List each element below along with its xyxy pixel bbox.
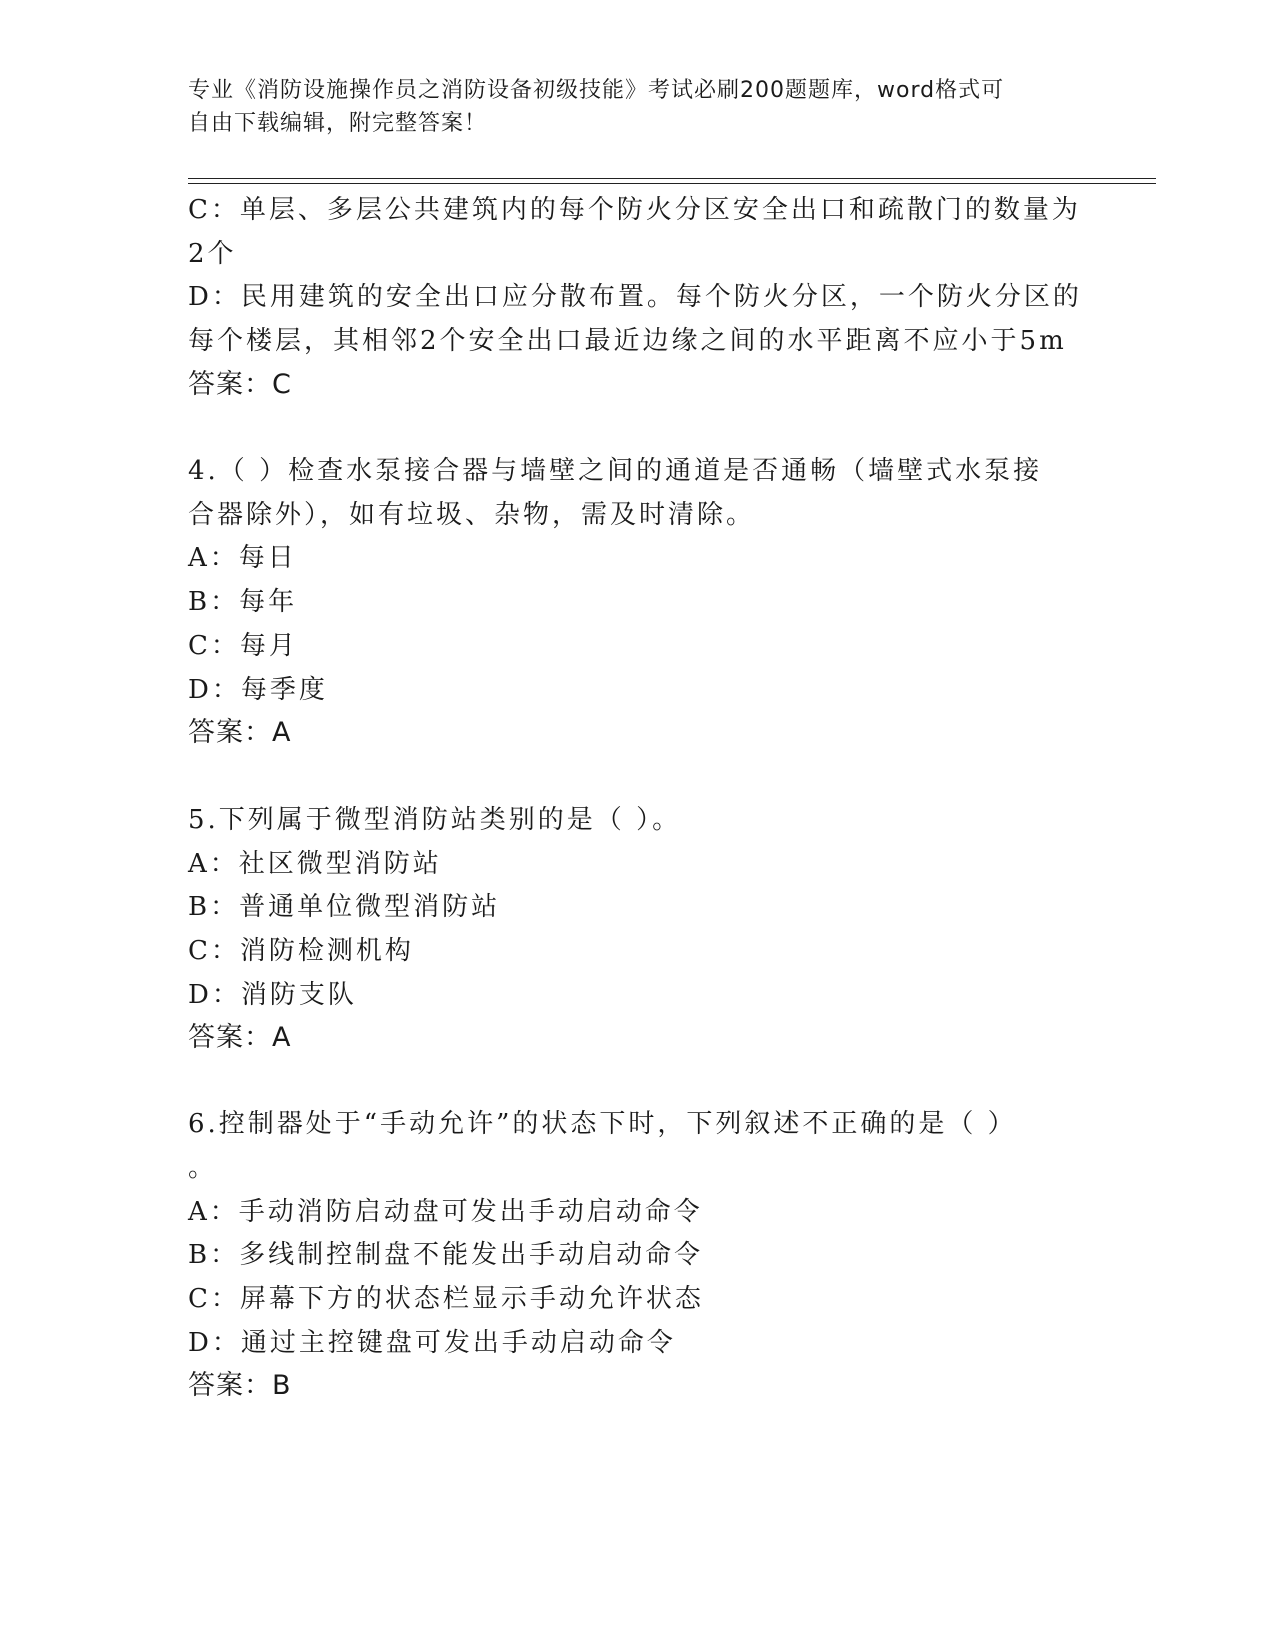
header-divider-bottom (188, 183, 1156, 184)
header-line-2: 自由下载编辑，附完整答案！ (188, 111, 488, 136)
q5-option-c: C：消防检测机构 (188, 936, 414, 966)
q4-option-c: C：每月 (188, 631, 298, 661)
q4-stem-line-2: 合器除外），如有垃圾、杂物，需及时清除。 (188, 500, 756, 530)
header-divider-top (188, 178, 1156, 179)
q4-option-b: B：每年 (188, 587, 298, 617)
q6-stem-line-1: 6.控制器处于“手动允许”的状态下时，下列叙述不正确的是（ ） (188, 1109, 1017, 1139)
q3-option-c-line-2: 2个 (188, 239, 237, 269)
q6-answer: 答案：B (188, 1370, 292, 1401)
q3-answer: 答案：C (188, 369, 292, 400)
header-line-1: 专业《消防设施操作员之消防设备初级技能》考试必刷200题题库，word格式可 (188, 78, 1005, 103)
q4-answer: 答案：A (188, 717, 292, 748)
q4-option-a: A：每日 (188, 543, 297, 573)
q5-option-d: D：消防支队 (188, 980, 357, 1010)
q6-option-a: A：手动消防启动盘可发出手动启动命令 (188, 1197, 703, 1227)
q4-option-d: D：每季度 (188, 675, 328, 705)
q6-option-b: B：多线制控制盘不能发出手动启动命令 (188, 1240, 704, 1270)
q6-option-d: D：通过主控键盘可发出手动启动命令 (188, 1328, 676, 1358)
q5-stem: 5.下列属于微型消防站类别的是（ ）。 (188, 805, 682, 835)
q3-option-d-line-1: D：民用建筑的安全出口应分散布置。每个防火分区，一个防火分区的 (188, 282, 1082, 312)
q3-option-c-line-1: C：单层、多层公共建筑内的每个防火分区安全出口和疏散门的数量为 (188, 195, 1081, 225)
q6-stem-line-2: 。 (188, 1153, 218, 1183)
q5-option-b: B：普通单位微型消防站 (188, 892, 501, 922)
document-header (188, 74, 1088, 140)
q5-answer: 答案：A (188, 1022, 292, 1053)
q5-option-a: A：社区微型消防站 (188, 849, 442, 879)
q6-option-c: C：屏幕下方的状态栏显示手动允许状态 (188, 1284, 704, 1314)
q4-stem-line-1: 4.（ ）检查水泵接合器与墙壁之间的通道是否通畅（墙壁式水泵接 (188, 456, 1043, 486)
q3-option-d-line-2: 每个楼层，其相邻2个安全出口最近边缘之间的水平距离不应小于5m (188, 326, 1067, 356)
